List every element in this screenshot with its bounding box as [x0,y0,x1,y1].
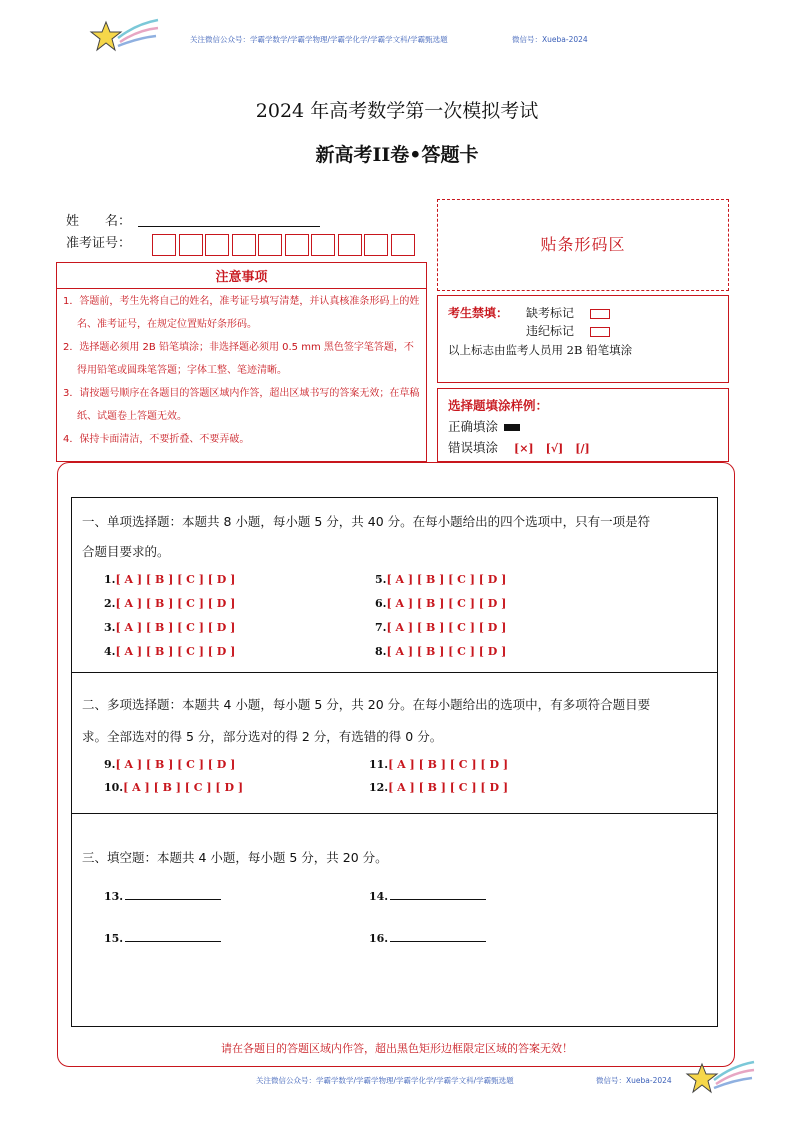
notice-item: 4．保持卡面清洁，不要折叠、不要弄破。 [63,434,250,445]
blank-15[interactable] [104,931,221,945]
question-number: 7. [375,621,387,634]
section-single-choice [71,497,718,673]
page-subtitle: 新高考II卷•答题卡 [315,144,479,166]
question-row[interactable] [104,758,235,771]
correct-row [448,417,520,435]
id-number-boxes[interactable] [152,234,417,256]
question-options[interactable]: [ A ] [ B ] [ C ] [ D ] [123,781,244,794]
question-number: 10. [104,781,124,794]
name-label: 姓 名： [66,214,132,229]
question-row[interactable] [375,645,506,658]
question-row[interactable] [104,597,235,610]
page-title: 2024 年高考数学第一次模拟考试 [255,100,539,122]
forbidden-title: 考生禁填： [448,306,509,320]
section1-heading-2: 合题目要求的。 [82,544,170,559]
wrong-mark: [×] [514,442,534,455]
blank-13[interactable] [104,889,221,903]
id-cell[interactable] [258,234,282,256]
id-cell[interactable] [338,234,362,256]
notice-box [56,262,427,462]
question-number: 2. [104,597,116,610]
shooting-star-icon [88,16,160,60]
id-cell[interactable] [285,234,309,256]
header-wechat: 微信号：Xueba-2024 [512,35,588,44]
notice-item: 3．请按题号顺序在各题目的答题区域内作答，超出区域书写的答案无效；在草稿纸、试题卷上答题无效。 [63,388,420,422]
question-number: 4. [104,645,116,658]
shooting-star-icon [684,1058,756,1102]
question-row[interactable] [375,621,506,634]
question-options[interactable]: [ A ] [ B ] [ C ] [ D ] [386,597,507,610]
question-row[interactable] [369,781,508,794]
id-cell[interactable] [205,234,229,256]
forbidden-box [437,295,729,383]
section-multiple-choice [71,673,718,814]
notice-item: 2．选择题必须用 2B 铅笔填涂；非选择题必须用 0.5 mm 黑色签字笔答题，不得用铅笔或圆珠笔答题；字体工整、笔迹清晰。 [63,342,414,376]
section1-heading-1: 一、单项选择题：本题共 8 小题，每小题 5 分，共 40 分。在每小题给出的四个选项中，只有一项是符 [82,514,651,529]
absent-mark-box[interactable] [590,309,610,319]
blank-line[interactable] [390,931,486,942]
question-number: 1. [104,573,116,586]
notice-title: 注意事项 [57,263,426,289]
absent-mark-label: 缺考标记 [526,306,575,320]
question-options[interactable]: [ A ] [ B ] [ C ] [ D ] [386,573,507,586]
forbidden-note: 以上标志由监考人员用 2B 铅笔填涂 [448,343,633,357]
footer-warning: 请在各题目的答题区域内作答，超出黑色矩形边框限定区域的答案无效！ [221,1042,573,1055]
id-label: 准考证号： [66,236,132,251]
absent-mark-row [526,304,610,321]
filled-mark-icon [504,424,520,431]
barcode-area [437,199,729,291]
blank-line[interactable] [125,889,221,900]
name-field[interactable] [138,226,320,227]
id-cell[interactable] [391,234,415,256]
question-options[interactable]: [ A ] [ B ] [ C ] [ D ] [115,573,236,586]
question-number: 11. [369,758,389,771]
id-cell[interactable] [232,234,256,256]
question-number: 3. [104,621,116,634]
blank-line[interactable] [390,889,486,900]
blank-number: 15. [104,932,124,945]
question-number: 8. [375,645,387,658]
id-cell[interactable] [152,234,176,256]
section-fill-blank [71,814,718,1027]
blank-14[interactable] [369,889,486,903]
question-row[interactable] [375,597,506,610]
question-row[interactable] [104,573,235,586]
blank-line[interactable] [125,931,221,942]
wrong-mark: [/] [575,442,590,455]
id-cell[interactable] [179,234,203,256]
sample-title: 选择题填涂样例： [448,398,549,413]
wrong-mark: [√] [545,442,564,455]
question-options[interactable]: [ A ] [ B ] [ C ] [ D ] [386,621,507,634]
id-cell[interactable] [311,234,335,256]
question-options[interactable]: [ A ] [ B ] [ C ] [ D ] [388,781,509,794]
blank-number: 13. [104,890,124,903]
question-row[interactable] [104,781,243,794]
footer-wechat: 微信号：Xueba-2024 [596,1076,672,1085]
blank-number: 16. [369,932,389,945]
question-options[interactable]: [ A ] [ B ] [ C ] [ D ] [115,621,236,634]
question-options[interactable]: [ A ] [ B ] [ C ] [ D ] [388,758,509,771]
section2-heading-1: 二、多项选择题：本题共 4 小题，每小题 5 分，共 20 分。在每小题给出的选项中，有多项符合题目要 [82,697,651,712]
section3-heading: 三、填空题：本题共 4 小题，每小题 5 分，共 20 分。 [82,850,388,865]
wrong-label: 错误填涂 [448,440,499,455]
violation-mark-row [526,322,610,339]
question-number: 6. [375,597,387,610]
notice-body [57,289,426,451]
correct-label: 正确填涂 [448,419,499,434]
wrong-row [448,438,590,456]
violation-mark-label: 违纪标记 [526,324,575,338]
question-options[interactable]: [ A ] [ B ] [ C ] [ D ] [115,645,236,658]
header-accounts: 关注微信公众号：学霸学数学/学霸学物理/学霸学化学/学霸学文科/学霸甄选题 [190,35,448,44]
footer-accounts: 关注微信公众号：学霸学数学/学霸学物理/学霸学化学/学霸学文科/学霸甄选题 [256,1076,514,1085]
question-row[interactable] [104,645,235,658]
id-cell[interactable] [364,234,388,256]
question-row[interactable] [369,758,508,771]
notice-item: 1．答题前，考生先将自己的姓名，准考证号填写清楚，并认真核准条形码上的姓名、准考证号，在规定位置贴好条形码。 [63,296,420,330]
violation-mark-box[interactable] [590,327,610,337]
question-row[interactable] [104,621,235,634]
question-row[interactable] [375,573,506,586]
barcode-label: 贴条形码区 [540,235,626,254]
blank-number: 14. [369,890,389,903]
question-number: 9. [104,758,116,771]
question-options[interactable]: [ A ] [ B ] [ C ] [ D ] [386,645,507,658]
question-number: 5. [375,573,387,586]
question-number: 12. [369,781,389,794]
blank-16[interactable] [369,931,486,945]
sample-box [437,388,729,462]
question-options[interactable]: [ A ] [ B ] [ C ] [ D ] [115,597,236,610]
section2-heading-2: 求。全部选对的得 5 分，部分选对的得 2 分，有选错的得 0 分。 [82,729,443,744]
question-options[interactable]: [ A ] [ B ] [ C ] [ D ] [115,758,236,771]
